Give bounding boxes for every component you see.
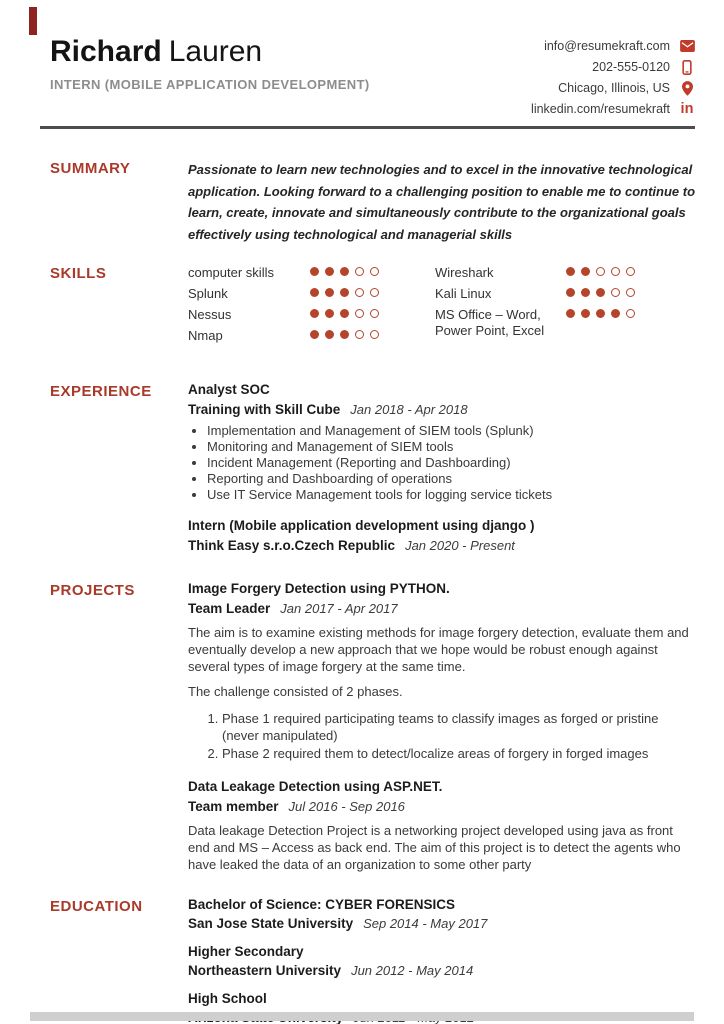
skill-dot-empty [626, 288, 635, 297]
project-paragraph: The challenge consisted of 2 phases. [188, 684, 403, 699]
skill-dot-empty [611, 267, 620, 276]
skill-dot-filled [325, 288, 334, 297]
section-education [50, 897, 695, 1024]
phone-icon [679, 60, 695, 75]
skill-dot-filled [325, 267, 334, 276]
skill-row [188, 264, 435, 285]
section-summary [50, 159, 695, 245]
skill-dot-empty [611, 288, 620, 297]
skill-dot-filled [581, 309, 590, 318]
skill-dot-empty [370, 330, 379, 339]
page-corner-mark [29, 7, 37, 35]
project-dates: Jul 2016 - Sep 2016 [288, 799, 405, 814]
skill-row [188, 285, 435, 306]
header-divider [40, 126, 695, 129]
skill-dot-filled [566, 309, 575, 318]
bullet-item: • Implementation and Management of SIEM tools (Splunk) [207, 423, 695, 439]
job-dates: Jan 2020 - Present [405, 538, 515, 553]
skills-grid [188, 264, 695, 348]
skill-dot-filled [340, 330, 349, 339]
resume-body [0, 159, 724, 1024]
project-meta [188, 799, 695, 814]
degree: Bachelor of Science: CYBER FORENSICS [188, 897, 456, 912]
skill-name: Kali Linux [435, 286, 492, 301]
skill-rating [566, 264, 635, 276]
skills-column-left [188, 264, 435, 348]
project-role: Team Leader [188, 601, 271, 616]
skills-heading: SKILLS [50, 265, 107, 282]
bullet-item: • Incident Management (Reporting and Dashboarding) [207, 455, 695, 471]
skill-rating [566, 285, 635, 297]
skill-name: Nmap [188, 328, 223, 343]
person-name [50, 36, 370, 68]
contact-line-linkedin [531, 102, 695, 116]
skill-dot-empty [355, 288, 364, 297]
skill-row [435, 306, 695, 338]
skill-dot-filled [340, 267, 349, 276]
skill-dot-filled [566, 267, 575, 276]
degree: High School [188, 991, 267, 1006]
skill-rating [310, 285, 379, 297]
experience-heading: EXPERIENCE [50, 383, 152, 400]
section-experience [50, 382, 695, 553]
contact-line-phone [592, 60, 695, 74]
skill-rating [310, 327, 379, 339]
project-paragraph: The aim is to examine existing methods for image forgery detection, evaluate them and eventually develop a new approach that we hope would be robust enough against several types of image forgery at the same time. [188, 625, 689, 674]
skill-name: MS Office – Word, Power Point, Excel [435, 307, 545, 338]
project-paragraph: Data leakage Detection Project is a networking project developed using java as front end and MS – Access as back end. The aim of this project is to detect the agents who have leaked the data of an organization to some other party [188, 823, 681, 872]
numbered-item: 2. Phase 2 required them to detect/localize areas of forgery in forged images [222, 745, 695, 762]
skill-row [435, 264, 695, 285]
resume-header [0, 0, 724, 126]
bullet-item: • Use IT Service Management tools for logging service tickets [207, 487, 695, 503]
school-name: Northeastern University [188, 963, 342, 978]
skill-dot-filled [310, 309, 319, 318]
skill-dot-filled [325, 330, 334, 339]
email-text: info@resumekraft.com [544, 39, 670, 53]
project-role: Team member [188, 799, 279, 814]
contact-line-location [558, 81, 695, 95]
job-bullet-list [188, 423, 695, 503]
email-icon [679, 40, 695, 52]
job-title-text: Intern (Mobile application development using django ) [188, 518, 535, 533]
summary-text: Passionate to learn new technologies and to excel in the innovative technological application. Looking forward to a challenging position to enable me to continue to learn, create, innovate and simultaneously contribute to the organizational goals effectively using technological and managerial skills [188, 162, 696, 242]
skill-dot-filled [581, 267, 590, 276]
skill-row [188, 327, 435, 348]
location-icon [679, 81, 695, 96]
bullet-item: • Reporting and Dashboarding of operations [207, 471, 695, 487]
bullet-item: • Monitoring and Management of SIEM tools [207, 439, 695, 455]
job-title: INTERN (MOBILE APPLICATION DEVELOPMENT) [50, 76, 370, 92]
skill-dot-filled [340, 288, 349, 297]
skills-column-right [435, 264, 695, 348]
job-meta [188, 402, 695, 417]
project-entry [188, 779, 695, 873]
job-entry [188, 518, 695, 553]
education-meta [188, 916, 695, 931]
next-page-edge [30, 1012, 694, 1021]
last-name: Lauren [168, 35, 263, 68]
skill-name: Wireshark [435, 265, 494, 280]
skill-dot-empty [596, 267, 605, 276]
section-projects [50, 581, 695, 873]
skill-dot-filled [596, 309, 605, 318]
education-meta [188, 963, 695, 978]
skill-dot-filled [310, 330, 319, 339]
project-title: Data Leakage Detection using ASP.NET. [188, 779, 443, 794]
education-dates: Sep 2014 - May 2017 [363, 916, 488, 931]
project-title: Image Forgery Detection using PYTHON. [188, 581, 450, 596]
education-entry [188, 897, 695, 931]
project-meta [188, 601, 695, 616]
skill-rating [566, 306, 635, 318]
company-name: Training with Skill Cube [188, 402, 341, 417]
skill-dot-filled [566, 288, 575, 297]
linkedin-icon: in [680, 101, 694, 117]
skill-dot-filled [310, 288, 319, 297]
job-title-text: Analyst SOC [188, 382, 270, 397]
school-name: San Jose State University [188, 916, 354, 931]
linkedin-text: linkedin.com/resumekraft [531, 102, 670, 116]
skill-rating [310, 264, 379, 276]
skill-row [435, 285, 695, 306]
contact-line-email [544, 39, 695, 53]
skill-dot-empty [355, 330, 364, 339]
identity-block [50, 36, 370, 92]
degree: Higher Secondary [188, 944, 304, 959]
first-name: Richard [50, 35, 162, 68]
education-dates: Jun 2012 - May 2014 [351, 963, 474, 978]
skill-dot-filled [325, 309, 334, 318]
section-skills [50, 264, 695, 348]
skill-dot-empty [370, 288, 379, 297]
skill-dot-empty [370, 309, 379, 318]
job-entry [188, 382, 695, 503]
skill-dot-empty [355, 309, 364, 318]
skill-rating [310, 306, 379, 318]
project-dates: Jan 2017 - Apr 2017 [280, 601, 398, 616]
company-name: Think Easy s.r.o.Czech Republic [188, 538, 396, 553]
skill-dot-empty [355, 267, 364, 276]
numbered-item: 1. Phase 1 required participating teams to classify images as forged or pristine (never manipulated) [222, 710, 695, 744]
skill-dot-filled [581, 288, 590, 297]
job-meta [188, 538, 695, 553]
education-entry [188, 944, 695, 978]
skill-dot-filled [340, 309, 349, 318]
skill-dot-empty [626, 309, 635, 318]
projects-heading: PROJECTS [50, 582, 135, 599]
skill-dot-empty [370, 267, 379, 276]
skill-dot-filled [310, 267, 319, 276]
summary-heading: SUMMARY [50, 160, 131, 177]
skill-dot-filled [596, 288, 605, 297]
project-numbered-list [188, 710, 695, 762]
skill-row [188, 306, 435, 327]
skill-dot-filled [611, 309, 620, 318]
skill-name: Nessus [188, 307, 232, 322]
contact-block [531, 36, 695, 116]
skill-name: Splunk [188, 286, 228, 301]
skill-name: computer skills [188, 265, 274, 280]
location-text: Chicago, Illinois, US [558, 81, 670, 95]
job-dates: Jan 2018 - Apr 2018 [350, 402, 468, 417]
education-heading: EDUCATION [50, 898, 143, 915]
skill-dot-empty [626, 267, 635, 276]
phone-text: 202-555-0120 [592, 60, 670, 74]
project-entry [188, 581, 695, 762]
